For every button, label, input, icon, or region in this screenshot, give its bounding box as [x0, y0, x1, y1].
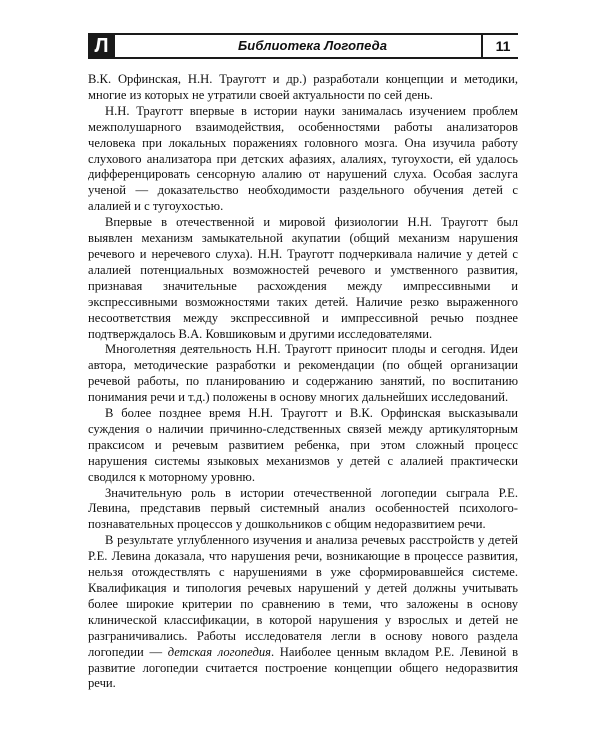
paragraph-2: Н.Н. Трауготт впервые в истории науки занималась изучением проблем межполушарного взаимодействия, особенностями работы анализаторов человека при локальных поражениях головного мозга. Она изучила работу слухового анализатора при детских афазиях, алалиях, тугоухости, ей удалось дифференцировать сенсорную алалию от нарушений слуха. Особая заслуга ученой — доказательство необходимости раздельного обучения детей с алалией и с тугоухостью.: [88, 103, 518, 214]
paragraph-4: Многолетняя деятельность Н.Н. Трауготт приносит плоды и сегодня. Идеи автора, методические разработки и рекомендации (по общей организации речевой работы, по планированию и содержанию занятий, по воспитанию понимания речи и т.д.) положены в основу многих дальнейших исследований.: [88, 342, 518, 405]
header-rule-bottom: [115, 57, 518, 59]
paragraph-5: В более позднее время Н.Н. Трауготт и В.К. Орфинская высказывали суждения о наличии причинно-следственных связей между артикуляторным праксисом и речевым развитием ребенка, при этом сложный процесс нарушения системы языковых механизмов у детей с алалией практически сводился к моторному уровню.: [88, 406, 518, 484]
paragraph-7-end: . Наиболее ценным вкладом Р.Е. Левиной в развитие логопедии считается построение концепции общего недоразвития речи.: [88, 644, 519, 691]
paragraph-7: [88, 533, 518, 692]
paragraph-3: Впервые в отечественной и мировой физиологии Н.Н. Трауготт был выявлен механизм замыкательной акупатии (общий механизм нарушения речевого и неречевого слуха). Н.Н. Трауготт подчеркивала наличие у детей с алалией потенциальных возможностей речевого и умственного развития, признавая значительные расхождения между импрессивными и экспрессивными возможностями таких детей. Наличие резко выраженного несоответствия между экспрессивной и импрессивной речью позднее подтверждалось В.А. Ковшиковым и другими исследователями.: [88, 215, 518, 341]
header-separator: [481, 35, 483, 57]
paragraph-1: В.К. Орфинская, Н.Н. Трауготт и др.) разработали концепции и методики, многие из которых не утратили своей актуальности по сей день.: [88, 72, 518, 102]
paragraph-6: Значительную роль в истории отечественной логопедии сыграла Р.Е. Левина, представив первый системный анализ особенностей психолого-познавательных процессов у дошкольников с общим недоразвитием речи.: [88, 485, 518, 532]
header-rule-top: [115, 33, 518, 35]
body-text: [88, 72, 518, 692]
series-title: Библиотека Логопеда: [238, 38, 388, 53]
paragraph-7-text: В результате углубленного изучения и анализа речевых расстройств у детей Р.Е. Левина доказала, что нарушения речи, возникающие в процессе развития, нельзя отождествлять с нарушениями в уже сформировавшейся системе. Квалификация и типология речевых нарушений у детей должны учитывать более широкие критерии по сравнению в теми, что заложены в основу клинической классификации, в которой нарушения у взрослых и детей не разграничивались. Работы исследователя легли в основу нового раздела логопедии —: [88, 533, 518, 659]
italic-term: детская логопедия: [167, 644, 271, 659]
series-logo: Л: [88, 33, 115, 59]
page-number: 11: [495, 38, 511, 54]
running-header: [88, 33, 518, 59]
